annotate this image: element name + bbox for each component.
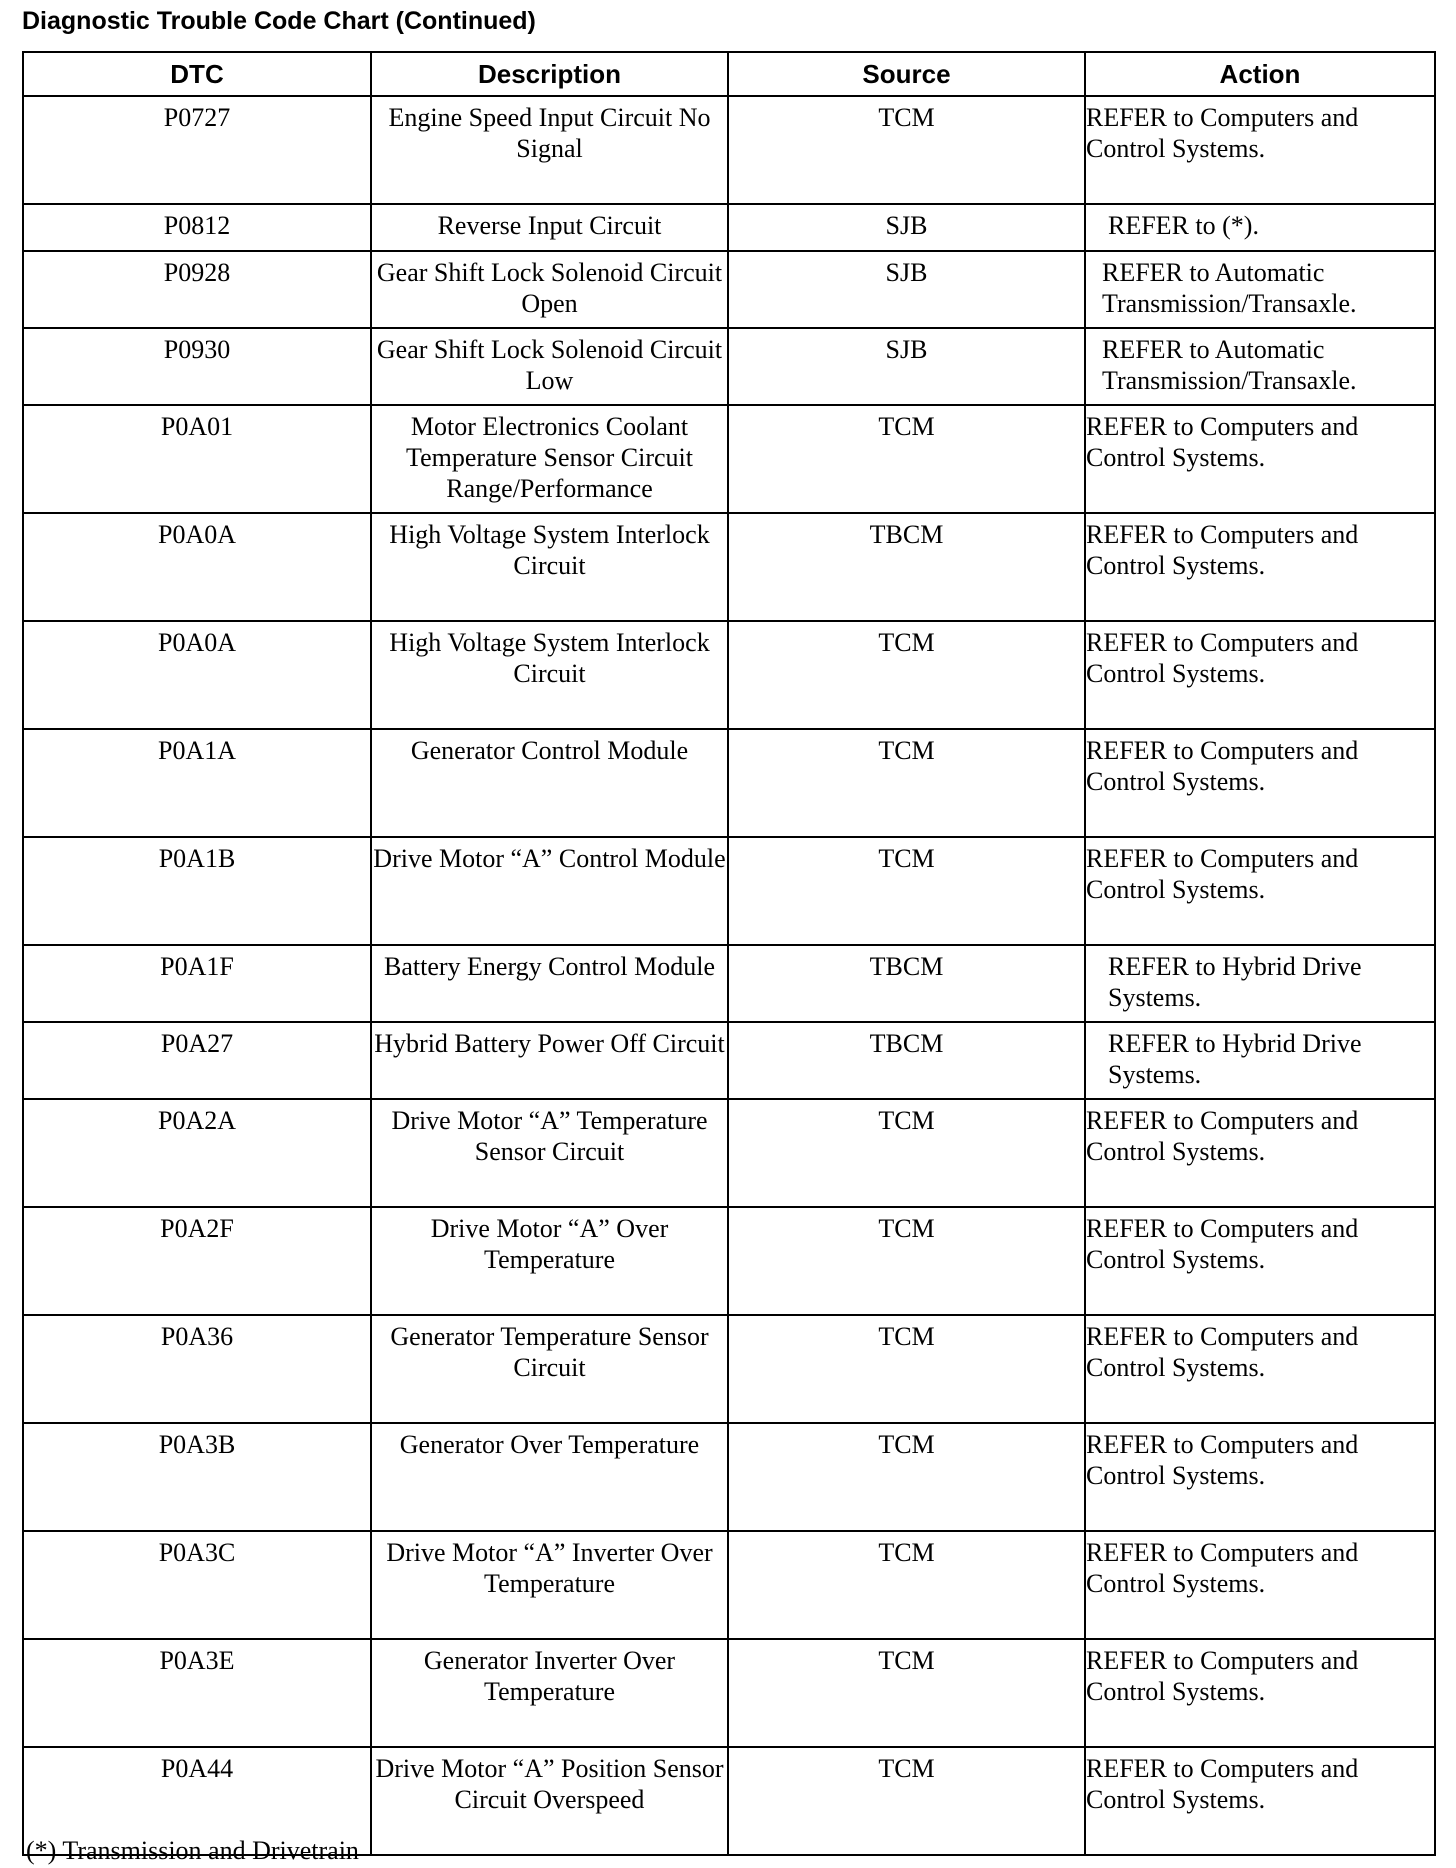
description-cell: Generator Temperature Sensor Circuit xyxy=(371,1315,728,1423)
description-cell: Motor Electronics Coolant Temperature Sensor Circuit Range/Performance xyxy=(371,405,728,513)
dtc-cell: P0A1A xyxy=(23,729,371,837)
action-cell: REFER to Computers and Control Systems. xyxy=(1085,837,1435,945)
action-cell: REFER to Computers and Control Systems. xyxy=(1085,1207,1435,1315)
source-cell: TBCM xyxy=(728,945,1085,1022)
description-cell: Generator Control Module xyxy=(371,729,728,837)
action-cell: REFER to (*). xyxy=(1085,204,1435,251)
dtc-cell: P0A2A xyxy=(23,1099,371,1207)
source-cell: TCM xyxy=(728,729,1085,837)
source-cell: TCM xyxy=(728,1531,1085,1639)
action-cell: REFER to Automatic Transmission/Transaxle. xyxy=(1085,328,1435,405)
header-action: Action xyxy=(1085,52,1435,96)
source-cell: TCM xyxy=(728,405,1085,513)
table-row xyxy=(23,96,1435,204)
dtc-cell: P0A36 xyxy=(23,1315,371,1423)
source-cell: TBCM xyxy=(728,513,1085,621)
table-header-row xyxy=(23,52,1435,96)
dtc-cell: P0A44 xyxy=(23,1747,371,1855)
table-row xyxy=(23,1423,1435,1531)
table-row xyxy=(23,1022,1435,1099)
source-cell: TCM xyxy=(728,1099,1085,1207)
description-cell: Battery Energy Control Module xyxy=(371,945,728,1022)
source-cell: TCM xyxy=(728,1207,1085,1315)
table-row xyxy=(23,513,1435,621)
action-cell: REFER to Computers and Control Systems. xyxy=(1085,1423,1435,1531)
action-cell: REFER to Computers and Control Systems. xyxy=(1085,513,1435,621)
table-row xyxy=(23,405,1435,513)
action-cell: REFER to Computers and Control Systems. xyxy=(1085,1747,1435,1855)
dtc-cell: P0928 xyxy=(23,251,371,328)
source-cell: SJB xyxy=(728,328,1085,405)
description-cell: Reverse Input Circuit xyxy=(371,204,728,251)
source-cell: TCM xyxy=(728,1315,1085,1423)
table-row xyxy=(23,945,1435,1022)
page-title: Diagnostic Trouble Code Chart (Continued) xyxy=(22,7,536,35)
description-cell: High Voltage System Interlock Circuit xyxy=(371,513,728,621)
header-dtc: DTC xyxy=(23,52,371,96)
source-cell: TCM xyxy=(728,621,1085,729)
dtc-cell: P0A1B xyxy=(23,837,371,945)
source-cell: SJB xyxy=(728,204,1085,251)
action-cell: REFER to Computers and Control Systems. xyxy=(1085,1639,1435,1747)
action-cell: REFER to Computers and Control Systems. xyxy=(1085,1099,1435,1207)
action-cell: REFER to Computers and Control Systems. xyxy=(1085,1315,1435,1423)
dtc-table xyxy=(22,51,1436,1856)
dtc-cell: P0930 xyxy=(23,328,371,405)
description-cell: Drive Motor “A” Temperature Sensor Circuit xyxy=(371,1099,728,1207)
table-row xyxy=(23,251,1435,328)
action-cell: REFER to Computers and Control Systems. xyxy=(1085,405,1435,513)
action-cell: REFER to Computers and Control Systems. xyxy=(1085,729,1435,837)
table-row xyxy=(23,1639,1435,1747)
action-cell: REFER to Computers and Control Systems. xyxy=(1085,1531,1435,1639)
action-cell: REFER to Automatic Transmission/Transaxle. xyxy=(1085,251,1435,328)
description-cell: Generator Inverter Over Temperature xyxy=(371,1639,728,1747)
table-row xyxy=(23,837,1435,945)
source-cell: SJB xyxy=(728,251,1085,328)
description-cell: Drive Motor “A” Position Sensor Circuit Overspeed xyxy=(371,1747,728,1855)
table-row xyxy=(23,621,1435,729)
description-cell: Drive Motor “A” Control Module xyxy=(371,837,728,945)
action-cell: REFER to Computers and Control Systems. xyxy=(1085,621,1435,729)
description-cell: Gear Shift Lock Solenoid Circuit Open xyxy=(371,251,728,328)
description-cell: Hybrid Battery Power Off Circuit xyxy=(371,1022,728,1099)
description-cell: Drive Motor “A” Over Temperature xyxy=(371,1207,728,1315)
table-row xyxy=(23,1315,1435,1423)
dtc-cell: P0727 xyxy=(23,96,371,204)
description-cell: Drive Motor “A” Inverter Over Temperature xyxy=(371,1531,728,1639)
footnote: (*) Transmission and Drivetrain xyxy=(26,1836,359,1865)
dtc-cell: P0812 xyxy=(23,204,371,251)
action-cell: REFER to Hybrid Drive Systems. xyxy=(1085,945,1435,1022)
table-row xyxy=(23,1531,1435,1639)
description-cell: Gear Shift Lock Solenoid Circuit Low xyxy=(371,328,728,405)
table-row xyxy=(23,204,1435,251)
table-row xyxy=(23,328,1435,405)
table-row xyxy=(23,729,1435,837)
action-cell: REFER to Hybrid Drive Systems. xyxy=(1085,1022,1435,1099)
dtc-cell: P0A3B xyxy=(23,1423,371,1531)
source-cell: TCM xyxy=(728,1639,1085,1747)
source-cell: TBCM xyxy=(728,1022,1085,1099)
dtc-cell: P0A1F xyxy=(23,945,371,1022)
table-row xyxy=(23,1207,1435,1315)
header-description: Description xyxy=(371,52,728,96)
dtc-cell: P0A01 xyxy=(23,405,371,513)
dtc-cell: P0A27 xyxy=(23,1022,371,1099)
dtc-cell: P0A2F xyxy=(23,1207,371,1315)
header-source: Source xyxy=(728,52,1085,96)
action-cell: REFER to Computers and Control Systems. xyxy=(1085,96,1435,204)
description-cell: Generator Over Temperature xyxy=(371,1423,728,1531)
description-cell: High Voltage System Interlock Circuit xyxy=(371,621,728,729)
source-cell: TCM xyxy=(728,1423,1085,1531)
dtc-cell: P0A3E xyxy=(23,1639,371,1747)
source-cell: TCM xyxy=(728,837,1085,945)
table-row xyxy=(23,1099,1435,1207)
source-cell: TCM xyxy=(728,96,1085,204)
dtc-cell: P0A3C xyxy=(23,1531,371,1639)
description-cell: Engine Speed Input Circuit No Signal xyxy=(371,96,728,204)
dtc-cell: P0A0A xyxy=(23,513,371,621)
source-cell: TCM xyxy=(728,1747,1085,1855)
dtc-cell: P0A0A xyxy=(23,621,371,729)
